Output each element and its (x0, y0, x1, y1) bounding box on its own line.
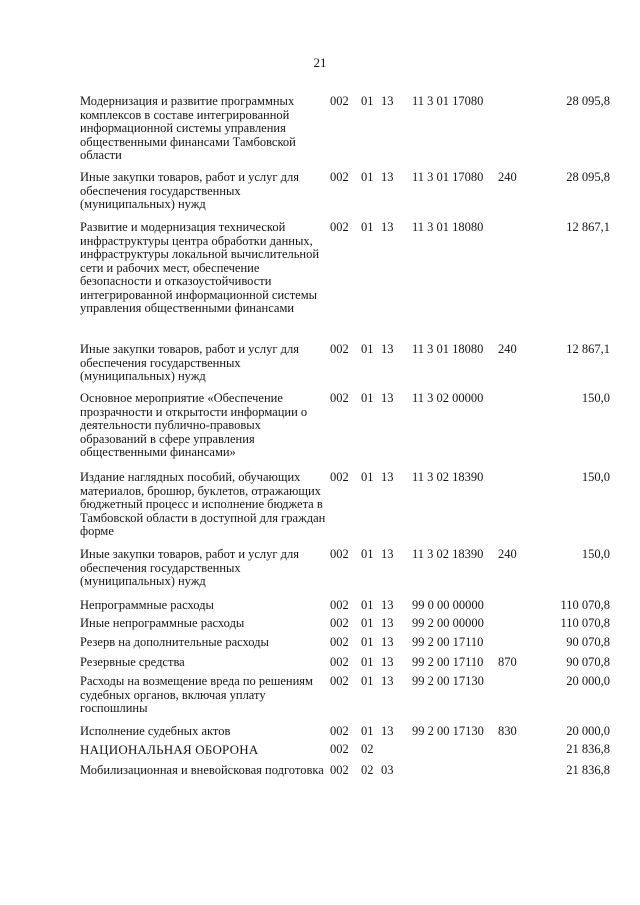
row-grbs-code: 002 (330, 763, 349, 777)
row-target-article: 99 2 00 17130 (412, 724, 484, 738)
row-description: Мобилизационная и вневойсковая подготовка (80, 763, 324, 777)
row-amount: 12 867,1 (566, 342, 610, 356)
row-expense-type: 870 (498, 655, 517, 669)
row-amount: 28 095,8 (566, 94, 610, 108)
row-expense-type: 830 (498, 724, 517, 738)
row-section-code: 02 (361, 763, 374, 777)
row-section-code: 01 (361, 724, 374, 738)
row-grbs-code: 002 (330, 547, 349, 561)
row-subsection-code: 13 (381, 635, 394, 649)
row-amount: 90 070,8 (566, 655, 610, 669)
row-section-code: 02 (361, 742, 374, 756)
row-subsection-code: 03 (381, 763, 394, 777)
row-subsection-code: 13 (381, 598, 394, 612)
row-grbs-code: 002 (330, 655, 349, 669)
row-target-article: 11 3 02 18390 (412, 470, 484, 484)
row-subsection-code: 13 (381, 674, 394, 688)
row-grbs-code: 002 (330, 470, 349, 484)
row-section-code: 01 (361, 635, 374, 649)
row-subsection-code: 13 (381, 616, 394, 630)
row-subsection-code: 13 (381, 94, 394, 108)
row-description: Расходы на возмещение вреда по решениям судебных органов, включая уплату госпошлины (80, 674, 313, 715)
row-subsection-code: 13 (381, 724, 394, 738)
row-amount: 21 836,8 (566, 763, 610, 777)
row-description: Иные закупки товаров, работ и услуг для обеспечения государственных (муниципальных) нужд (80, 342, 300, 383)
row-grbs-code: 002 (330, 220, 349, 234)
row-subsection-code: 13 (381, 547, 394, 561)
row-target-article: 11 3 01 17080 (412, 94, 484, 108)
row-description: Иные закупки товаров, работ и услуг для обеспечения государственных (муниципальных) нужд (80, 547, 300, 588)
row-amount: 110 070,8 (560, 598, 610, 612)
row-section-code: 01 (361, 170, 374, 184)
row-section-code: 01 (361, 391, 374, 405)
row-amount: 150,0 (581, 547, 610, 561)
row-section-code: 01 (361, 220, 374, 234)
row-section-code: 01 (361, 616, 374, 630)
row-amount: 21 836,8 (566, 742, 610, 756)
row-target-article: 11 3 01 18080 (412, 220, 484, 234)
row-grbs-code: 002 (330, 635, 349, 649)
row-amount: 90 070,8 (566, 635, 610, 649)
row-target-article: 99 2 00 17110 (412, 655, 484, 669)
row-target-article: 99 2 00 17110 (412, 635, 484, 649)
row-subsection-code: 13 (381, 391, 394, 405)
row-subsection-code: 13 (381, 342, 394, 356)
row-expense-type: 240 (498, 170, 517, 184)
row-description: Иные закупки товаров, работ и услуг для обеспечения государственных (муниципальных) нужд (80, 170, 300, 211)
row-section-code: 01 (361, 674, 374, 688)
row-grbs-code: 002 (330, 94, 349, 108)
row-description: Иные непрограммные расходы (80, 616, 245, 630)
row-description: НАЦИОНАЛЬНАЯ ОБОРОНА (80, 742, 259, 757)
row-section-code: 01 (361, 547, 374, 561)
row-section-code: 01 (361, 342, 374, 356)
row-amount: 20 000,0 (566, 724, 610, 738)
row-grbs-code: 002 (330, 342, 349, 356)
row-grbs-code: 002 (330, 391, 349, 405)
row-grbs-code: 002 (330, 170, 349, 184)
row-target-article: 11 3 02 00000 (412, 391, 484, 405)
row-amount: 28 095,8 (566, 170, 610, 184)
row-subsection-code: 13 (381, 170, 394, 184)
row-section-code: 01 (361, 94, 374, 108)
row-target-article: 11 3 01 18080 (412, 342, 484, 356)
row-amount: 150,0 (581, 391, 610, 405)
row-target-article: 11 3 02 18390 (412, 547, 484, 561)
row-amount: 12 867,1 (566, 220, 610, 234)
row-subsection-code: 13 (381, 655, 394, 669)
row-description: Исполнение судебных актов (80, 724, 231, 738)
row-description: Непрограммные расходы (80, 598, 214, 612)
row-amount: 110 070,8 (560, 616, 610, 630)
row-target-article: 99 0 00 00000 (412, 598, 484, 612)
row-description: Модернизация и развитие программных комплексов в составе интегрированной информационной системы управления общественными финансами Тамбовской области (80, 94, 296, 162)
row-description: Основное мероприятие «Обеспечение прозрачности и открытости информации о деятельности публично-правовых образований в сфере управления общественными финансами» (80, 391, 308, 459)
row-expense-type: 240 (498, 547, 517, 561)
row-description: Резерв на дополнительные расходы (80, 635, 269, 649)
row-grbs-code: 002 (330, 724, 349, 738)
row-expense-type: 240 (498, 342, 517, 356)
page-number: 21 (313, 55, 327, 70)
row-section-code: 01 (361, 470, 374, 484)
row-subsection-code: 13 (381, 470, 394, 484)
row-section-code: 01 (361, 598, 374, 612)
row-target-article: 99 2 00 17130 (412, 674, 484, 688)
row-section-code: 01 (361, 655, 374, 669)
row-description: Резервные средства (80, 655, 185, 669)
row-grbs-code: 002 (330, 742, 349, 756)
row-description: Издание наглядных пособий, обучающих материалов, брошюр, буклетов, отражающих бюджетный процесс и исполнение бюджета в Тамбовской области в доступной для граждан форме (80, 470, 326, 538)
row-subsection-code: 13 (381, 220, 394, 234)
row-grbs-code: 002 (330, 616, 349, 630)
row-target-article: 11 3 01 17080 (412, 170, 484, 184)
row-target-article: 99 2 00 00000 (412, 616, 484, 630)
row-description: Развитие и модернизация технической инфраструктуры центра обработки данных, инфраструктуры локальной вычислительной сети и рабочих мест, обеспечение безопасности и отказоустойчивости интегрированной информационной системы управления общественными финансами (80, 220, 320, 315)
row-grbs-code: 002 (330, 674, 349, 688)
row-grbs-code: 002 (330, 598, 349, 612)
row-amount: 20 000,0 (566, 674, 610, 688)
row-amount: 150,0 (581, 470, 610, 484)
